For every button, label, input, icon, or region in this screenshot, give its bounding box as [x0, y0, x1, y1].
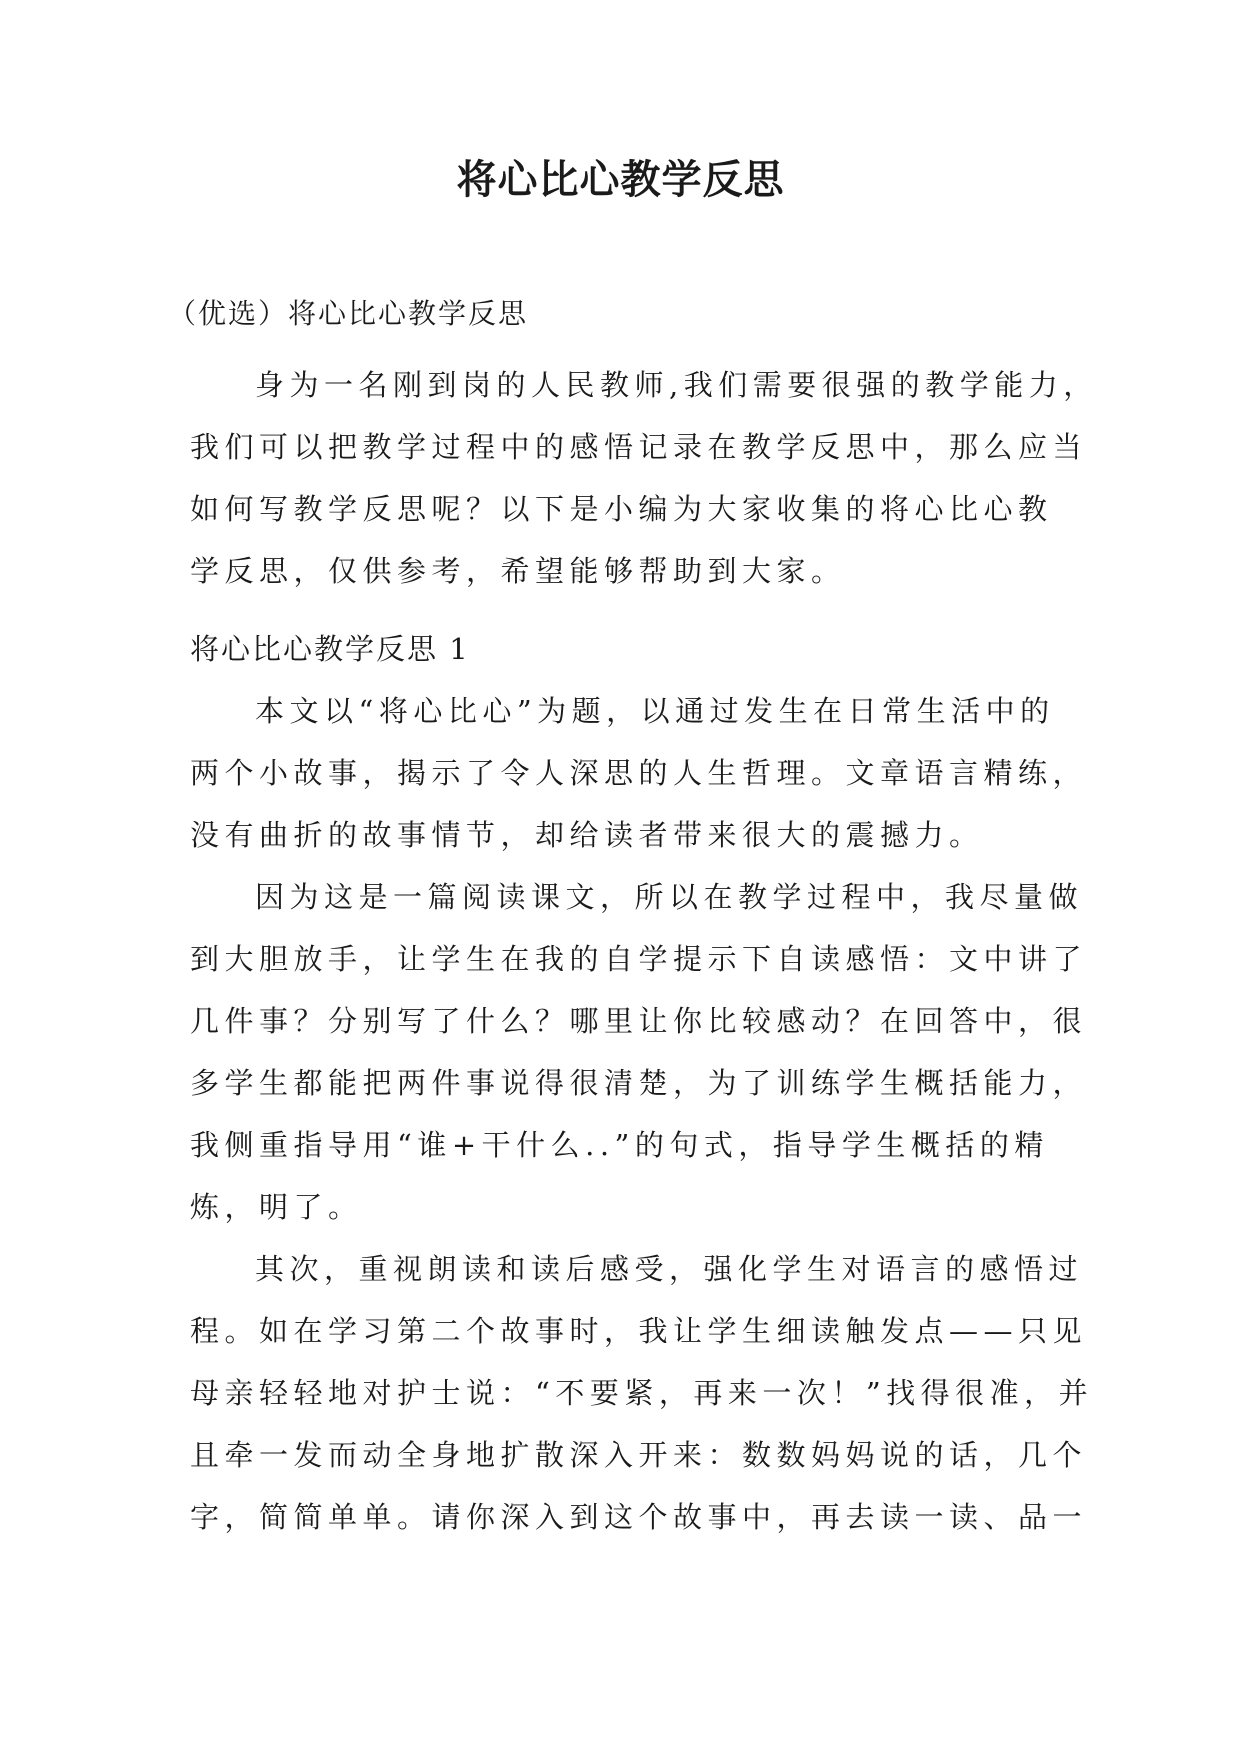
paragraph-1-line: 本文以“将心比心”为题，以通过发生在日常生活中的 [255, 694, 1055, 728]
intro-line: 如何写教学反思呢？以下是小编为大家收集的将心比心教 [190, 492, 1053, 526]
paragraph-2-line: 多学生都能把两件事说得很清楚，为了训练学生概括能力， [190, 1066, 1088, 1100]
paragraph-1-line: 没有曲折的故事情节，却给读者带来很大的震撼力。 [190, 818, 984, 852]
section-body [190, 618, 1094, 1548]
document-subtitle: （优选）将心比心教学反思 [168, 297, 529, 330]
intro-line: 身为一名刚到岗的人民教师,我们需要很强的教学能力， [255, 368, 1098, 402]
section-heading: 将心比心教学反思 1 [190, 632, 470, 666]
paragraph-2-line: 因为这是一篇阅读课文，所以在教学过程中，我尽量做 [255, 880, 1084, 914]
intro-paragraph [190, 354, 1098, 602]
intro-line: 我们可以把教学过程中的感悟记录在教学反思中，那么应当 [190, 430, 1088, 464]
paragraph-2-line: 我侧重指导用“谁+干什么..”的句式，指导学生概括的精 [190, 1128, 1049, 1162]
paragraph-3-line: 母亲轻轻地对护士说：“不要紧，再来一次！”找得很准，并 [190, 1376, 1094, 1410]
paragraph-2-line: 到大胆放手，让学生在我的自学提示下自读感悟：文中讲了 [190, 942, 1088, 976]
paragraph-2-line: 炼，明了。 [190, 1190, 363, 1224]
document-title: 将心比心教学反思 [456, 156, 785, 203]
paragraph-3-line: 程。如在学习第二个故事时，我让学生细读触发点——只见 [190, 1314, 1088, 1348]
paragraph-3-line: 且牵一发而动全身地扩散深入开来：数数妈妈说的话，几个 [190, 1438, 1088, 1472]
paragraph-3-line: 字，简简单单。请你深入到这个故事中，再去读一读、品一 [190, 1500, 1088, 1534]
paragraph-2-line: 几件事？分别写了什么？哪里让你比较感动？在回答中，很 [190, 1004, 1088, 1038]
intro-line: 学反思，仅供参考，希望能够帮助到大家。 [190, 554, 846, 588]
paragraph-3-line: 其次，重视朗读和读后感受，强化学生对语言的感悟过 [255, 1252, 1084, 1286]
paragraph-1-line: 两个小故事，揭示了令人深思的人生哲理。文章语言精练， [190, 756, 1088, 790]
